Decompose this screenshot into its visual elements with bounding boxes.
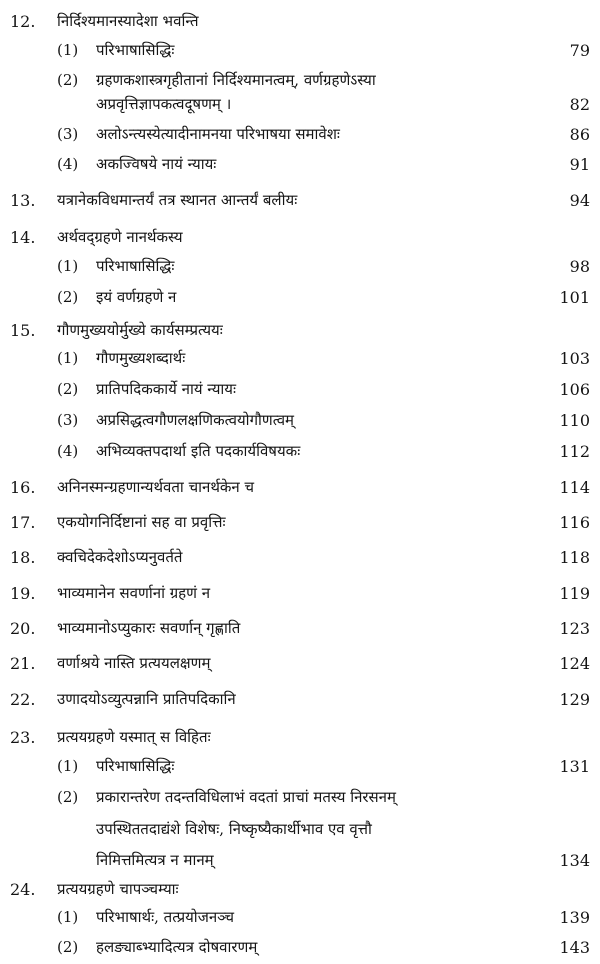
- subentry-page-number: 101: [559, 288, 590, 307]
- entry-title: वर्णाश्रये नास्ति प्रत्ययलक्षणम्: [57, 654, 211, 672]
- entry-number: 14.: [10, 228, 36, 247]
- subentry-page-number: 98: [569, 257, 590, 276]
- entry-page-number: 119: [559, 584, 590, 603]
- entry-number: 20.: [10, 619, 36, 638]
- entry-title: यत्रानेकविधमान्तर्यं तत्र स्थानत आन्तर्यं बलीयः: [57, 191, 298, 209]
- entry-title: अनिनस्मन्ग्रहणान्यर्थवता चानर्थकेन च: [57, 478, 255, 496]
- entry-title: प्रत्ययग्रहणे यस्मात् स विहितः: [57, 728, 211, 746]
- entry-title: उणादयोऽव्युत्पन्नानि प्रातिपदिकानि: [57, 690, 236, 708]
- subentry-page-number: 79: [569, 41, 590, 60]
- subentry-label: (2): [57, 380, 79, 398]
- subentry-page-number: 139: [559, 908, 590, 927]
- subentry-title: अभिव्यक्तपदार्था इति पदकार्यविषयकः: [96, 442, 301, 460]
- entry-page-number: 116: [559, 513, 590, 532]
- entry-page-number: 118: [559, 548, 590, 567]
- subentry-label: (4): [57, 442, 79, 460]
- subentry-title: अप्रसिद्धत्वगौणलक्षणिकत्वयोगौणत्वम्: [96, 411, 295, 429]
- entry-number: 19.: [10, 584, 36, 603]
- entry-title: भाव्यमानोऽप्युकारः सवर्णान् गृह्णाति: [57, 619, 241, 637]
- entry-title: निर्दिश्यमानस्यादेशा भवन्ति: [57, 12, 199, 30]
- entry-number: 13.: [10, 191, 36, 210]
- entry-title: प्रत्ययग्रहणे चापञ्चम्याः: [57, 880, 179, 898]
- subentry-label: (1): [57, 349, 79, 367]
- entry-page-number: 114: [559, 478, 590, 497]
- subentry-title: परिभाषासिद्धिः: [96, 41, 175, 59]
- subentry-page-number: 112: [559, 442, 590, 461]
- subentry-label: (2): [57, 71, 79, 89]
- entry-page-number: 129: [559, 690, 590, 709]
- subentry-page-number: 110: [559, 411, 590, 430]
- entry-number: 12.: [10, 12, 36, 31]
- entry-page-number: 123: [559, 619, 590, 638]
- subentry-title: परिभाषासिद्धिः: [96, 257, 175, 275]
- entry-title: एकयोगनिर्दिष्टानां सह वा प्रवृत्तिः: [57, 513, 226, 531]
- entry-title: गौणमुख्ययोर्मुख्ये कार्यसम्प्रत्ययः: [57, 321, 223, 339]
- entry-page-number: 94: [569, 191, 590, 210]
- subentry-label: (1): [57, 257, 79, 275]
- entry-number: 15.: [10, 321, 36, 340]
- subentry-title: हलङ्याब्भ्यादित्यत्र दोषवारणम्: [96, 938, 258, 956]
- subentry-title: इयं वर्णग्रहणे न: [96, 288, 177, 306]
- subentry-label: (2): [57, 288, 79, 306]
- subentry-label: (3): [57, 125, 79, 143]
- subentry-label: (3): [57, 411, 79, 429]
- entry-number: 24.: [10, 880, 36, 899]
- subentry-title-continued: उपस्थिततदाद्यंशे विशेषः, निष्कृष्यैकार्थीभाव एव वृत्तौ: [96, 820, 372, 838]
- subentry-page-number: 131: [559, 757, 590, 776]
- subentry-title-continued: अप्रवृत्तिज्ञापकत्वदूषणम् ।: [96, 95, 232, 113]
- subentry-label: (4): [57, 155, 79, 173]
- entry-number: 23.: [10, 728, 36, 747]
- subentry-title: अलोऽन्त्यस्येत्यादीनामनया परिभाषया समावेशः: [96, 125, 340, 143]
- subentry-label: (2): [57, 938, 79, 956]
- subentry-label: (2): [57, 788, 79, 806]
- entry-title: क्वचिदेकदेशोऽप्यनुवर्तते: [57, 548, 183, 566]
- entry-title: भाव्यमानेन सवर्णानां ग्रहणं न: [57, 584, 211, 602]
- subentry-title: प्रातिपदिककार्ये नायं न्यायः: [96, 380, 237, 398]
- entry-page-number: 124: [559, 654, 590, 673]
- subentry-title: गौणमुख्यशब्दार्थः: [96, 349, 186, 367]
- subentry-title: ग्रहणकशास्त्रगृहीतानां निर्दिश्यमानत्वम्, वर्णग्रहणेऽस्या: [96, 71, 376, 89]
- subentry-page-number: 86: [569, 125, 590, 144]
- subentry-title: प्रकारान्तरेण तदन्तविधिलाभं वदतां प्राचां मतस्य निरसनम्: [96, 788, 396, 806]
- subentry-title: परिभाषार्थः, तत्प्रयोजनञ्च: [96, 908, 234, 926]
- entry-number: 18.: [10, 548, 36, 567]
- subentry-label: (1): [57, 757, 79, 775]
- subentry-title: परिभाषासिद्धिः: [96, 757, 175, 775]
- subentry-title-continued: निमित्तमित्यत्र न मानम्: [96, 851, 214, 869]
- entry-number: 16.: [10, 478, 36, 497]
- subentry-page-number: 134: [559, 851, 590, 870]
- entry-number: 21.: [10, 654, 36, 673]
- subentry-page-number: 106: [559, 380, 590, 399]
- subentry-page-number: 91: [569, 155, 590, 174]
- subentry-page-number: 143: [559, 938, 590, 957]
- subentry-label: (1): [57, 908, 79, 926]
- entry-number: 17.: [10, 513, 36, 532]
- entry-number: 22.: [10, 690, 36, 709]
- subentry-title: अकज्विषये नायं न्यायः: [96, 155, 217, 173]
- subentry-label: (1): [57, 41, 79, 59]
- entry-title: अर्थवद्ग्रहणे नानर्थकस्य: [57, 228, 183, 246]
- subentry-page-number: 103: [559, 349, 590, 368]
- subentry-page-number: 82: [569, 95, 590, 114]
